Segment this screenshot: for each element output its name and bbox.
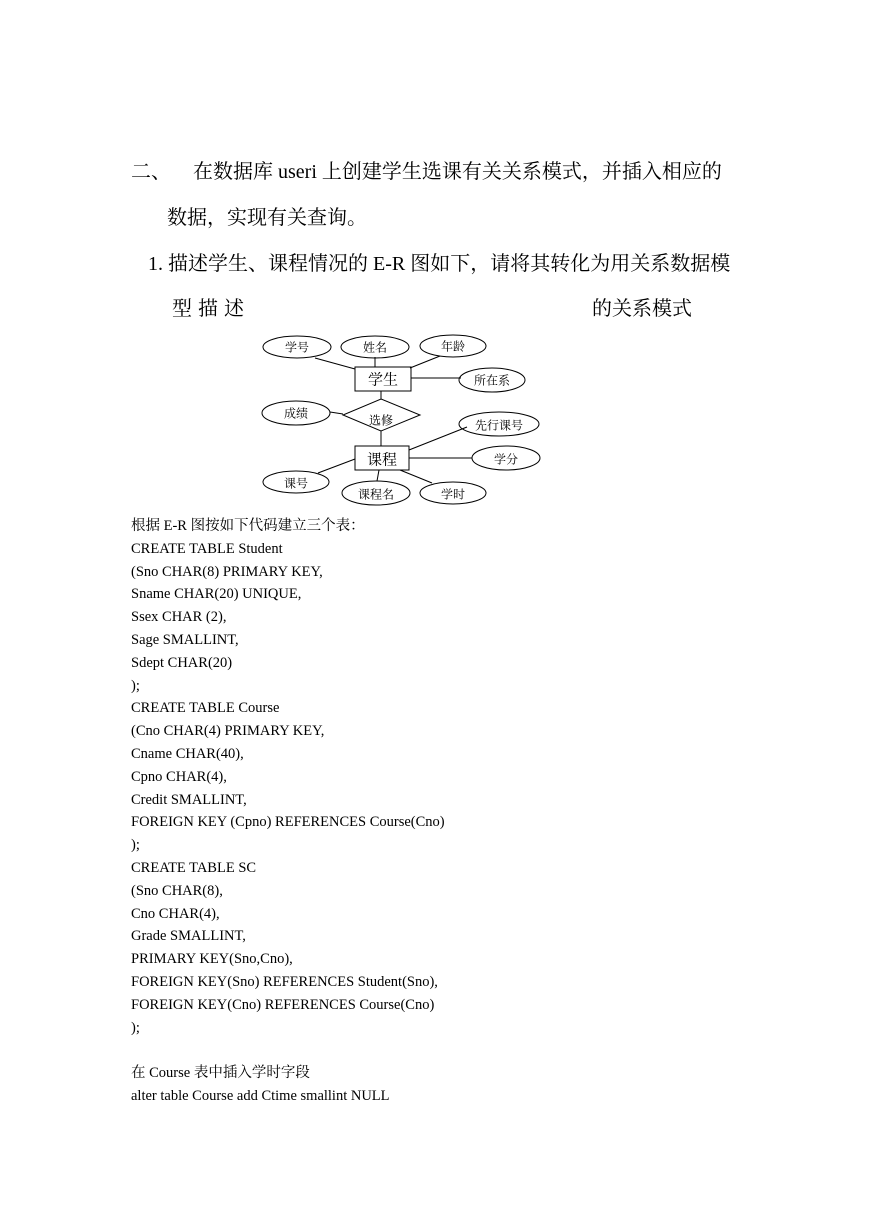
code-line: (Sno CHAR(8) PRIMARY KEY, — [131, 563, 323, 580]
code-line: FOREIGN KEY(Cno) REFERENCES Course(Cno) — [131, 996, 435, 1013]
attr-credit-label: 学分 — [493, 452, 519, 467]
section-heading-line1: 在数据库 useri 上创建学生选课有关关系模式，并插入相应的 — [193, 161, 722, 183]
alter-sql: alter table Course add Ctime smallint NULL — [131, 1087, 390, 1104]
code-line: Sdept CHAR(20) — [131, 654, 233, 671]
code-line: Cname CHAR(40), — [131, 745, 244, 762]
item1-text-line2-left: 型描述 — [172, 298, 250, 320]
section-number: 二、 — [131, 161, 171, 183]
er-line-sno — [315, 358, 355, 369]
attr-grade-label: 成绩 — [283, 406, 309, 421]
relationship-label: 选修 — [368, 413, 394, 428]
code-line: ); — [131, 677, 140, 694]
attr-cname-label: 课程名 — [357, 487, 395, 502]
blank-line — [131, 1039, 445, 1062]
item1-text-line2-right: 的关系模式 — [592, 298, 692, 320]
code-line: Cpno CHAR(4), — [131, 768, 227, 785]
section-heading-line2: 数据，实现有关查询。 — [167, 207, 367, 229]
er-line-grade — [330, 412, 343, 414]
code-line: CREATE TABLE SC — [131, 859, 257, 876]
attr-sdept-label: 所在系 — [473, 373, 511, 388]
alter-intro: 在 Course 表中插入学时字段 — [131, 1065, 310, 1082]
code-block — [131, 515, 445, 1108]
er-line-ctime — [400, 470, 432, 483]
code-line: Grade SMALLINT, — [131, 928, 246, 945]
er-line-sage — [410, 356, 440, 368]
attr-ctime-label: 学时 — [440, 487, 466, 502]
code-line: ); — [131, 1019, 140, 1036]
attr-sage-label: 年龄 — [440, 339, 466, 354]
er-line-cno — [318, 459, 355, 473]
attr-cno-label: 课号 — [283, 476, 309, 491]
code-line: FOREIGN KEY (Cpno) REFERENCES Course(Cno) — [131, 814, 445, 831]
code-line: Sage SMALLINT, — [131, 631, 239, 648]
entity-student-label: 学生 — [367, 370, 399, 389]
entity-course-label: 课程 — [366, 450, 398, 469]
attr-sname-label: 姓名 — [362, 340, 388, 355]
code-line: PRIMARY KEY(Sno,Cno), — [131, 951, 293, 968]
er-diagram — [255, 328, 545, 510]
code-intro: 根据 E-R 图按如下代码建立三个表： — [131, 518, 365, 534]
attr-sno-label: 学号 — [284, 340, 310, 355]
code-line: Cno CHAR(4), — [131, 905, 220, 922]
item1-text-line1: 1. 描述学生、课程情况的 E-R 图如下，请将其转化为用关系数据模 — [148, 253, 731, 275]
code-line: (Sno CHAR(8), — [131, 882, 223, 899]
code-line: Credit SMALLINT, — [131, 791, 247, 808]
attr-cpno-label: 先行课号 — [474, 418, 524, 433]
code-line: Sname CHAR(20) UNIQUE, — [131, 586, 302, 603]
code-line: CREATE TABLE Student — [131, 540, 283, 557]
code-line: Ssex CHAR (2), — [131, 609, 227, 626]
code-line: ); — [131, 837, 140, 854]
code-line: CREATE TABLE Course — [131, 700, 280, 717]
er-line-cpno — [409, 427, 467, 450]
code-line: (Cno CHAR(4) PRIMARY KEY, — [131, 723, 325, 740]
er-line-cname — [377, 470, 379, 481]
code-line: FOREIGN KEY(Sno) REFERENCES Student(Sno), — [131, 973, 438, 990]
